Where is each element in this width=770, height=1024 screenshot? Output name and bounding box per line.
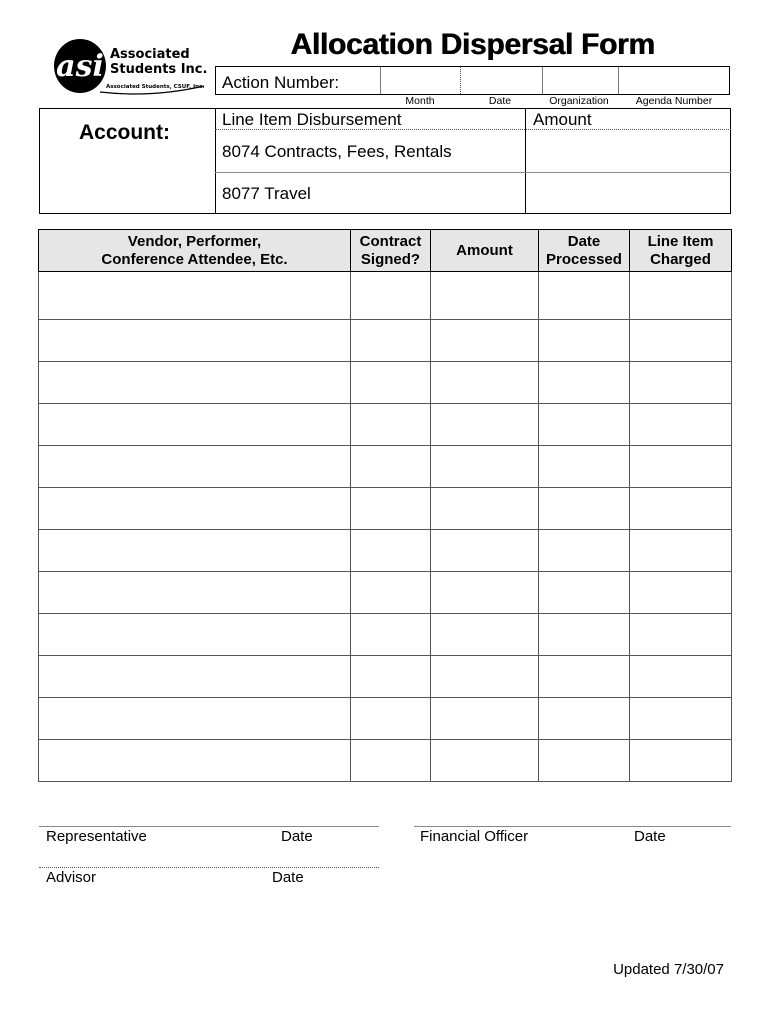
date-processed-cell[interactable] <box>539 614 630 656</box>
amount-cell[interactable] <box>431 698 539 740</box>
advisor-date-label: Date <box>272 869 304 886</box>
date-processed-cell[interactable] <box>539 488 630 530</box>
form-title: Allocation Dispersal Form <box>290 28 655 61</box>
table-row <box>39 614 732 656</box>
line-item-charged-cell[interactable] <box>630 320 732 362</box>
contract-signed-cell[interactable] <box>351 446 431 488</box>
financial-officer-label: Financial Officer <box>420 828 529 845</box>
table-row <box>39 362 732 404</box>
account-item-8074: 8074 Contracts, Fees, Rentals <box>222 142 452 161</box>
associated-students-logo <box>52 36 212 98</box>
contract-signed-cell[interactable] <box>351 488 431 530</box>
account-divider-1 <box>215 108 216 214</box>
vendor-cell[interactable] <box>39 488 351 530</box>
table-row <box>39 740 732 782</box>
table-row <box>39 320 732 362</box>
header-contract-line-1: Contract <box>359 232 422 250</box>
advisor-signature-line[interactable] <box>39 867 379 868</box>
amount-cell[interactable] <box>431 530 539 572</box>
vendor-cell[interactable] <box>39 740 351 782</box>
vendor-cell[interactable] <box>39 530 351 572</box>
amount-8074-field[interactable] <box>526 130 730 172</box>
date-processed-cell[interactable] <box>539 272 630 320</box>
action-organization-field[interactable] <box>542 67 619 94</box>
table-row <box>39 572 732 614</box>
contract-signed-cell[interactable] <box>351 272 431 320</box>
vendor-cell[interactable] <box>39 572 351 614</box>
sub-label-month: Month <box>405 95 435 107</box>
table-row <box>39 446 732 488</box>
header-vendor-line-1: Vendor, Performer, <box>127 232 262 250</box>
account-amount-header: Amount <box>533 110 592 129</box>
vendor-cell[interactable] <box>39 656 351 698</box>
logo-line-1: Associated <box>110 47 190 62</box>
representative-label: Representative <box>46 828 147 845</box>
amount-cell[interactable] <box>431 362 539 404</box>
table-row <box>39 488 732 530</box>
sub-label-date: Date <box>488 95 512 107</box>
line-item-charged-cell[interactable] <box>630 614 732 656</box>
date-processed-cell[interactable] <box>539 530 630 572</box>
amount-cell[interactable] <box>431 320 539 362</box>
line-item-charged-cell[interactable] <box>630 488 732 530</box>
financial-officer-signature-line[interactable] <box>414 826 731 827</box>
table-row <box>39 404 732 446</box>
header-vendor <box>39 230 351 272</box>
header-line-item-line-2: Charged <box>650 250 711 268</box>
line-item-charged-cell[interactable] <box>630 446 732 488</box>
line-item-charged-cell[interactable] <box>630 272 732 320</box>
contract-signed-cell[interactable] <box>351 698 431 740</box>
header-line-item-charged <box>630 230 732 272</box>
date-processed-cell[interactable] <box>539 572 630 614</box>
header-contract-signed <box>351 230 431 272</box>
line-item-charged-cell[interactable] <box>630 530 732 572</box>
header-vendor-line-2: Conference Attendee, Etc. <box>101 250 288 268</box>
updated-date: Updated 7/30/07 <box>613 961 724 978</box>
contract-signed-cell[interactable] <box>351 572 431 614</box>
contract-signed-cell[interactable] <box>351 404 431 446</box>
contract-signed-cell[interactable] <box>351 362 431 404</box>
amount-cell[interactable] <box>431 656 539 698</box>
vendor-cell[interactable] <box>39 320 351 362</box>
advisor-label: Advisor <box>46 869 97 886</box>
vendor-cell[interactable] <box>39 698 351 740</box>
account-item-8077: 8077 Travel <box>222 184 311 203</box>
action-month-field[interactable] <box>380 67 460 94</box>
vendor-cell[interactable] <box>39 446 351 488</box>
contract-signed-cell[interactable] <box>351 320 431 362</box>
line-item-charged-cell[interactable] <box>630 362 732 404</box>
representative-date-label: Date <box>281 828 313 845</box>
date-processed-cell[interactable] <box>539 320 630 362</box>
header-amount <box>431 230 539 272</box>
header-date-line-2: Processed <box>546 250 622 268</box>
action-agenda-number-field[interactable] <box>618 67 729 94</box>
vendor-cell[interactable] <box>39 272 351 320</box>
account-label: Account: <box>79 121 170 144</box>
logo-line-2: Students Inc. <box>110 62 208 77</box>
sub-label-agenda-number: Agenda Number <box>635 95 713 107</box>
logo-tagline: Associated Students, CSUF, Inc. <box>106 84 205 90</box>
date-processed-cell[interactable] <box>539 362 630 404</box>
header-line-item-line-1: Line Item <box>647 232 714 250</box>
amount-cell[interactable] <box>431 572 539 614</box>
representative-signature-line[interactable] <box>39 826 379 827</box>
contract-signed-cell[interactable] <box>351 656 431 698</box>
date-processed-cell[interactable] <box>539 698 630 740</box>
date-processed-cell[interactable] <box>539 446 630 488</box>
line-item-charged-cell[interactable] <box>630 698 732 740</box>
logo-mark: asi <box>56 49 104 84</box>
contract-signed-cell[interactable] <box>351 614 431 656</box>
table-row <box>39 656 732 698</box>
financial-officer-date-label: Date <box>634 828 666 845</box>
contract-signed-cell[interactable] <box>351 740 431 782</box>
action-number-label: Action Number: <box>222 73 340 92</box>
action-number-row <box>215 66 730 95</box>
date-processed-cell[interactable] <box>539 740 630 782</box>
header-contract-line-2: Signed? <box>360 250 421 268</box>
amount-cell[interactable] <box>431 740 539 782</box>
date-processed-cell[interactable] <box>539 656 630 698</box>
table-row <box>39 698 732 740</box>
line-item-charged-cell[interactable] <box>630 656 732 698</box>
line-item-charged-cell[interactable] <box>630 572 732 614</box>
asi-logo-icon <box>52 36 212 98</box>
line-item-disbursement-header: Line Item Disbursement <box>222 110 402 129</box>
amount-cell[interactable] <box>431 404 539 446</box>
line-item-charged-cell[interactable] <box>630 740 732 782</box>
amount-cell[interactable] <box>431 614 539 656</box>
header-date-line-1: Date <box>567 232 601 250</box>
amount-8077-field[interactable] <box>526 173 730 213</box>
vendor-cell[interactable] <box>39 404 351 446</box>
disbursement-table <box>38 229 732 782</box>
table-header-row <box>39 230 732 272</box>
amount-cell[interactable] <box>431 446 539 488</box>
contract-signed-cell[interactable] <box>351 530 431 572</box>
table-row <box>39 272 732 320</box>
action-date-field[interactable] <box>460 67 542 94</box>
line-item-charged-cell[interactable] <box>630 404 732 446</box>
vendor-cell[interactable] <box>39 362 351 404</box>
date-processed-cell[interactable] <box>539 404 630 446</box>
sub-label-organization: Organization <box>549 95 609 107</box>
header-date-processed <box>539 230 630 272</box>
amount-cell[interactable] <box>431 488 539 530</box>
header-amount-text: Amount <box>456 241 513 259</box>
vendor-cell[interactable] <box>39 614 351 656</box>
table-row <box>39 530 732 572</box>
amount-cell[interactable] <box>431 272 539 320</box>
